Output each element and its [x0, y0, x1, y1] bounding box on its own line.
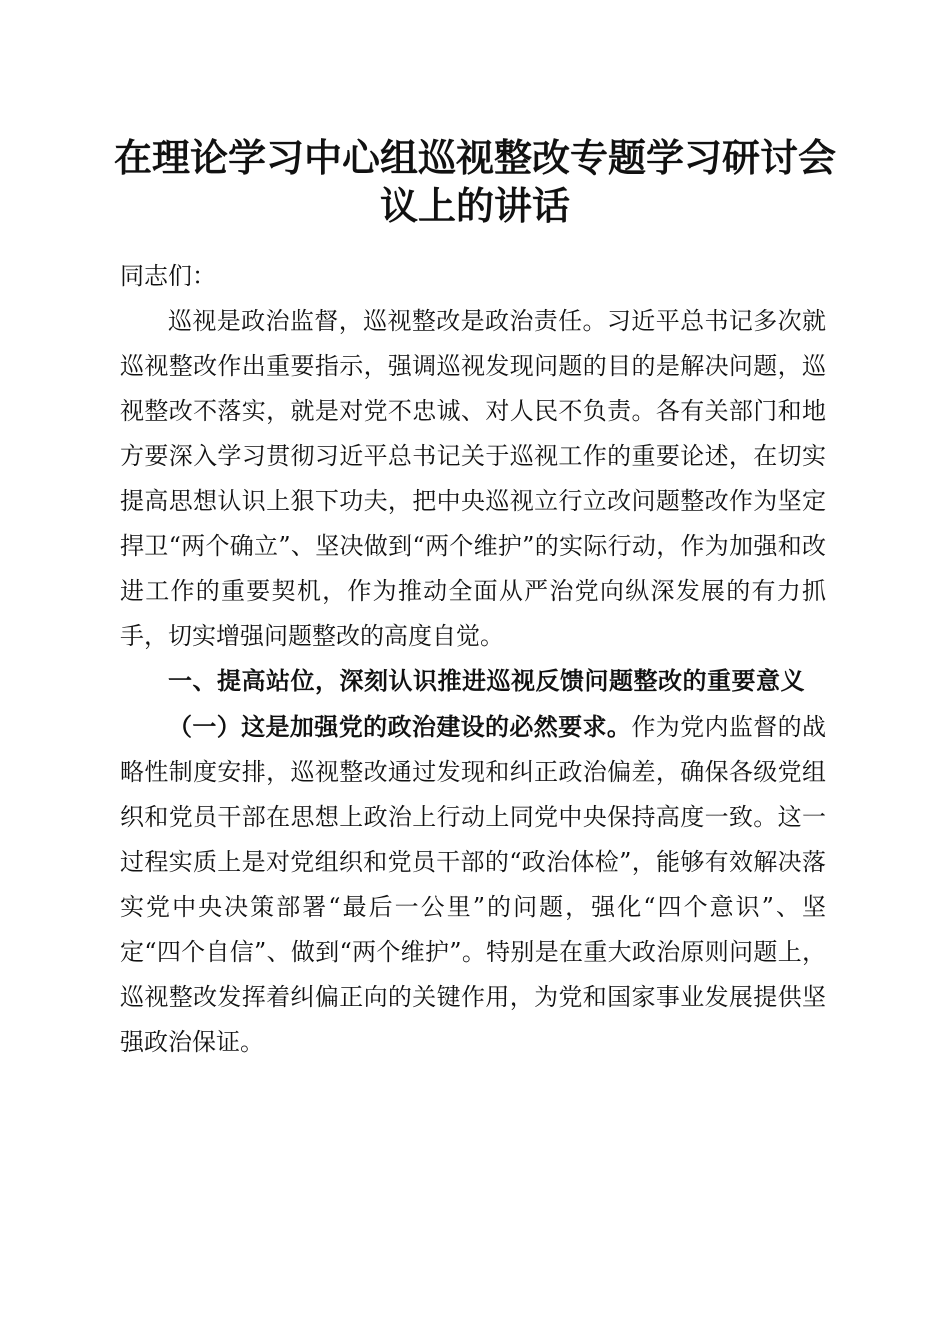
subsection-heading-1: （一）这是加强党的政治建设的必然要求。 [168, 712, 632, 741]
salutation: 同志们： [120, 262, 216, 290]
subsection-body-1: 作为党内监督的战略性制度安排，巡视整改通过发现和纠正政治偏差，确保各级党组织和党员干部在思想上政治上行动上同党中央保持高度一致。这一过程实质上是对党组织和党员干部的“政治体检”，能够有效解决落实党中央决策部署“最后一公里”的问题，强化“四个意识”、坚定“四个自信”、做到“两个维护”。特别是在重大政治原则问题上，巡视整改发挥着纠偏正向的关键作用，为党和国家事业发展提供坚强政治保证。 [120, 713, 827, 1056]
document-title: 在理论学习中心组巡视整改专题学习研讨会议上的讲话 [113, 135, 836, 228]
subsection-paragraph-1 [120, 704, 826, 1065]
document-body [120, 254, 826, 1065]
intro-paragraph: 巡视是政治监督，巡视整改是政治责任。习近平总书记多次就巡视整改作出重要指示，强调巡视发现问题的目的是解决问题，巡视整改不落实，就是对党不忠诚、对人民不负责。各有关部门和地方要深入学习贯彻习近平总书记关于巡视工作的重要论述，在切实提高思想认识上狠下功夫，把中央巡视立行立改问题整改作为坚定捍卫“两个确立”、坚决做到“两个维护”的实际行动，作为加强和改进工作的重要契机，作为推动全面从严治党向纵深发展的有力抓手，切实增强问题整改的高度自觉。 [120, 307, 826, 650]
section-heading-1: 一、提高站位，深刻认识推进巡视反馈问题整改的重要意义 [168, 667, 805, 695]
